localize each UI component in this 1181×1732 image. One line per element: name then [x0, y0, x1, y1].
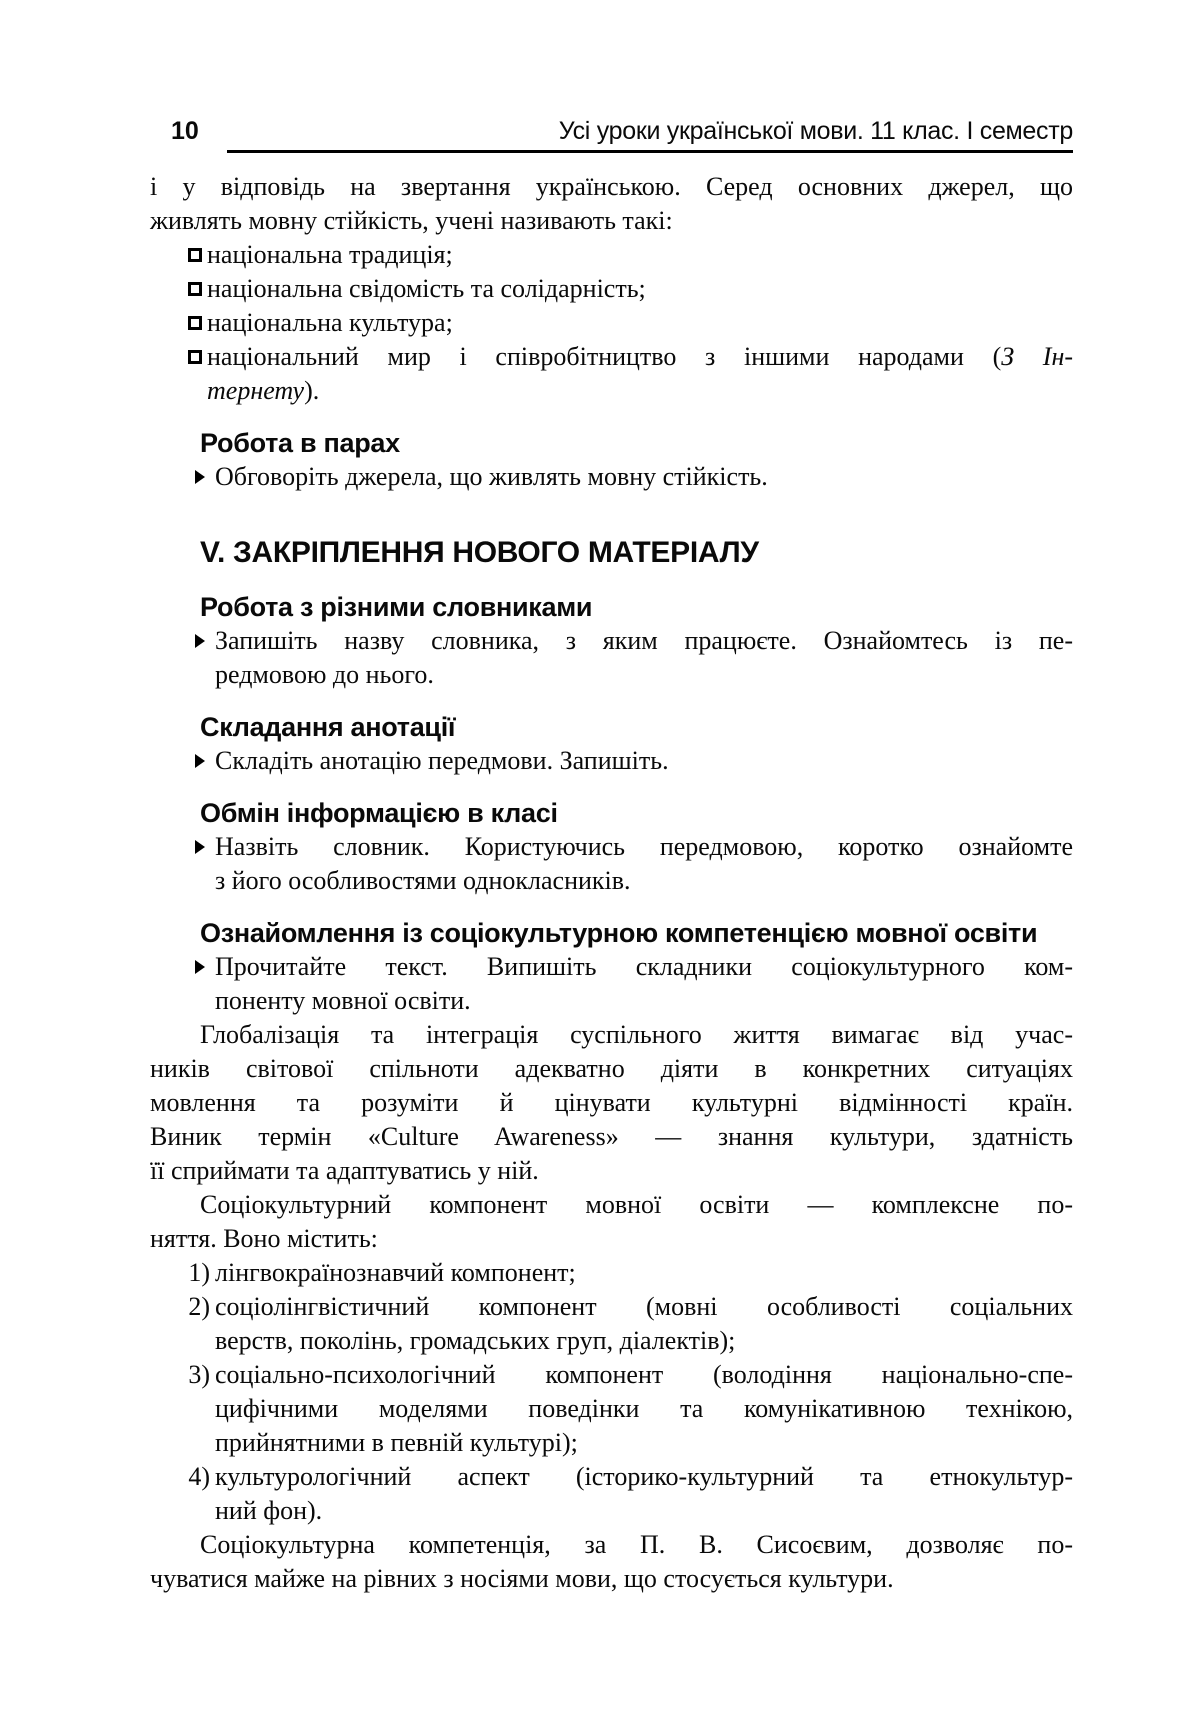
body-paragraph: [150, 1018, 1073, 1188]
text-line: національна традиція;: [207, 240, 453, 269]
task-item: [150, 460, 1073, 494]
numbered-item: [150, 1460, 1073, 1528]
task-item: [150, 744, 1073, 778]
page-number: 10: [171, 117, 199, 145]
text-line: Запишіть назву словника, з яким працюєте. Ознайомтесь із пе-: [215, 626, 1073, 655]
text-line: лінгвокраїнознавчий компонент;: [215, 1258, 576, 1287]
text-line: культурологічний аспект (історико-культурний та етнокультур-: [215, 1462, 1073, 1491]
text-line: ників світової спільноти адекватно діяти в конкретних ситуаціях: [150, 1054, 1073, 1083]
triangle-bullet-icon: [195, 960, 205, 974]
text-line: Прочитайте текст. Випишіть складники соціокультурного ком-: [215, 952, 1073, 981]
text-line: цифічними моделями поведінки та комунікативною технікою,: [215, 1394, 1073, 1423]
task-item: [150, 624, 1073, 692]
square-bullet-icon: [188, 282, 202, 296]
text-line: прийнятними в певній культурі);: [215, 1428, 578, 1457]
square-bullet-icon: [188, 248, 202, 262]
item-number: 3): [188, 1360, 210, 1389]
text-line: її сприймати та адаптуватись у ній.: [150, 1156, 539, 1185]
triangle-bullet-icon: [195, 634, 205, 648]
text-line: національна свідомість та солідарність;: [207, 274, 646, 303]
italic-text-run: тернету: [207, 376, 305, 405]
item-number: 2): [188, 1292, 210, 1321]
list-item: [150, 306, 1073, 340]
activity-heading-sociocultural: Ознайомлення із соціокультурною компетенцією мовної освіти: [200, 918, 1038, 948]
text-line: соціально-психологічний компонент (володіння національно-спе-: [215, 1360, 1073, 1389]
numbered-item: [150, 1256, 1073, 1290]
item-number: 1): [188, 1258, 210, 1287]
activity-heading-annotation: Складання анотації: [200, 712, 456, 742]
intro-paragraph: [150, 170, 1073, 238]
text-line: і у відповідь на звертання українською. Серед основних джерел, що: [150, 172, 1073, 201]
section-heading-v: V. ЗАКРІПЛЕННЯ НОВОГО МАТЕРІАЛУ: [200, 536, 759, 569]
text-run: національний мир і співробітництво з іншими народами (: [207, 342, 1002, 371]
text-line: з його особливостями однокласників.: [215, 866, 631, 895]
task-item: [150, 950, 1073, 1018]
triangle-bullet-icon: [195, 754, 205, 768]
text-line: [207, 340, 1073, 374]
activity-heading-pair-work: Робота в парах: [200, 428, 400, 458]
activity-heading-class-exchange: Обмін інформацією в класі: [200, 798, 558, 828]
running-header: [150, 114, 1073, 154]
page-content: [150, 170, 1073, 1596]
text-line: Назвіть словник. Користуючись передмовою, коротко ознайомте: [215, 832, 1073, 861]
text-line: Виник термін «Culture Awareness» — знання культури, здатність: [150, 1122, 1073, 1151]
body-paragraph: [150, 1528, 1073, 1596]
triangle-bullet-icon: [195, 470, 205, 484]
numbered-item: [150, 1290, 1073, 1358]
text-line: Соціокультурний компонент мовної освіти — комплексне по-: [200, 1190, 1073, 1219]
triangle-bullet-icon: [195, 840, 205, 854]
text-line: соціолінгвістичний компонент (мовні особливості соціальних: [215, 1292, 1073, 1321]
running-title: Усі уроки української мови. 11 клас. І семестр: [558, 117, 1073, 145]
list-item: [150, 238, 1073, 272]
text-line: Складіть анотацію передмови. Запишіть.: [215, 746, 669, 775]
italic-text-run: З Ін-: [1001, 342, 1073, 371]
text-line: верств, поколінь, громадських груп, діалектів);: [215, 1326, 736, 1355]
text-line: [207, 374, 1073, 408]
text-line: національна культура;: [207, 308, 453, 337]
text-line: ний фон).: [215, 1496, 323, 1525]
list-item: [150, 272, 1073, 306]
components-list: [150, 1256, 1073, 1528]
text-line: живлять мовну стійкість, учені називають такі:: [150, 206, 673, 235]
item-number: 4): [188, 1462, 210, 1491]
body-paragraph: [150, 1188, 1073, 1256]
numbered-item: [150, 1358, 1073, 1460]
text-line: поненту мовної освіти.: [215, 986, 471, 1015]
text-line: редмовою до нього.: [215, 660, 434, 689]
task-item: [150, 830, 1073, 898]
square-bullet-icon: [188, 350, 202, 364]
text-line: Глобалізація та інтеграція суспільного життя вимагає від учас-: [200, 1020, 1073, 1049]
text-line: чуватися майже на рівних з носіями мови, що стосується культури.: [150, 1564, 894, 1593]
activity-heading-dictionaries: Робота з різними словниками: [200, 592, 593, 622]
text-run: ).: [304, 376, 320, 405]
text-line: няття. Воно містить:: [150, 1224, 378, 1253]
sources-list: [150, 238, 1073, 408]
text-line: Обговоріть джерела, що живлять мовну стійкість.: [215, 462, 768, 491]
header-rule: [227, 150, 1073, 153]
text-line: мовлення та розуміти й цінувати культурні відмінності країн.: [150, 1088, 1073, 1117]
text-line: Соціокультурна компетенція, за П. В. Сисоєвим, дозволяє по-: [200, 1530, 1073, 1559]
list-item: [150, 340, 1073, 408]
square-bullet-icon: [188, 316, 202, 330]
